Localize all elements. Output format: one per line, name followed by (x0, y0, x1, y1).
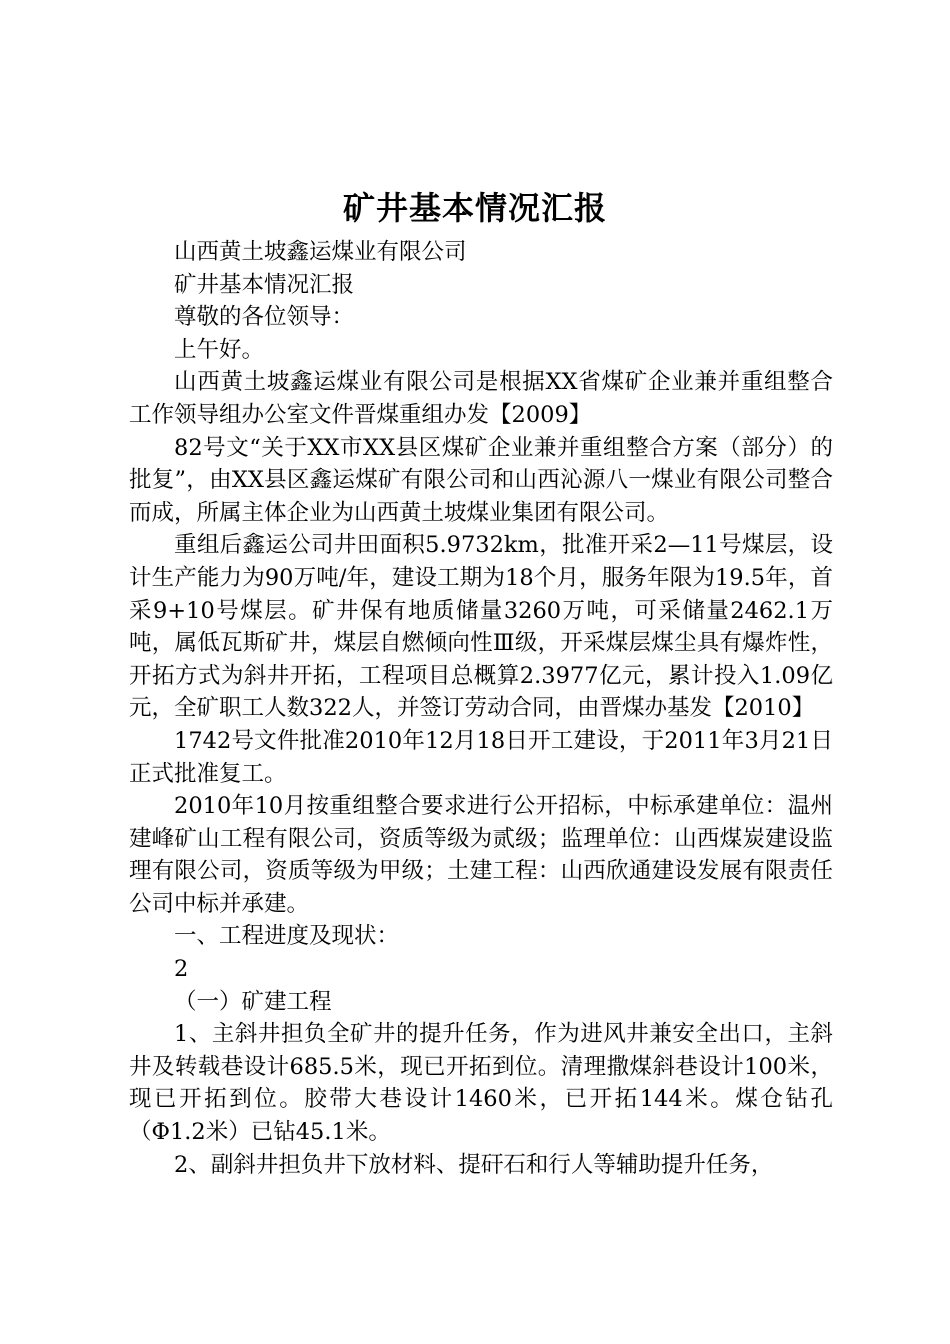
paragraph-salutation: 尊敬的各位领导： (174, 304, 355, 331)
paragraph-intro: 山西黄土坡鑫运煤业有限公司是根据XX省煤矿企业兼并重组整合工作领导组办公室文件晋煤重组办发【2009】 (129, 369, 833, 428)
paragraph-main-incline: 1、主斜井担负全矿井的提升任务，作为进风井兼安全出口，主斜井及转载巷设计685.5米，现已开拓到位。清理撒煤斜巷设计100米，现已开拓到位。胶带大巷设计1460米，已开拓144米。煤仓钻孔（Φ1.2米）已钻45.1米。 (129, 1021, 833, 1146)
page-number: 2 (174, 956, 189, 983)
paragraph-mine-overview: 重组后鑫运公司井田面积5.9732km，批准开采2—11号煤层，设计生产能力为90万吨/年，建设工期为18个月，服务年限为19.5年，首采9+10号煤层。矿井保有地质储量3260万吨，可采储量2462.1万吨，属低瓦斯矿井，煤层自燃倾向性Ⅲ级，开采煤层煤尘具有爆炸性，开拓方式为斜井开拓，工程项目总概算2.3977亿元，累计投入1.09亿元，全矿职工人数322人，并签订劳动合同，由晋煤办基发【2010】 (129, 532, 833, 722)
subsection-heading-mine-construction: （一）矿建工程 (174, 988, 332, 1015)
paragraph-report-subtitle: 矿井基本情况汇报 (174, 271, 355, 298)
paragraph-greeting: 上午好。 (174, 336, 265, 363)
paragraph-construction-approval: 1742号文件批准2010年12月18日开工建设，于2011年3月21日正式批准复工。 (129, 727, 833, 787)
paragraph-approval: 82号文“关于XX市XX县区煤矿企业兼并重组整合方案（部分）的批复”，由XX县区鑫运煤矿有限公司和山西沁源八一煤业有限公司整合而成，所属主体企业为山西黄土坡煤业集团有限公司。 (129, 434, 833, 526)
paragraph-tender: 2010年10月按重组整合要求进行公开招标，中标承建单位：温州建峰矿山工程有限公司，资质等级为贰级；监理单位：山西煤炭建设监理有限公司，资质等级为甲级；土建工程：山西欣通建设发展有限责任公司中标并承建。 (129, 793, 833, 917)
paragraph-auxiliary-incline: 2、副斜井担负井下放材料、提矸石和行人等辅助提升任务， (174, 1151, 774, 1178)
document-title: 矿井基本情况汇报 (342, 189, 607, 227)
document-body (129, 236, 833, 1181)
section-heading-progress: 一、工程进度及现状： (174, 923, 400, 950)
paragraph-company-name: 山西黄土坡鑫运煤业有限公司 (174, 239, 467, 265)
